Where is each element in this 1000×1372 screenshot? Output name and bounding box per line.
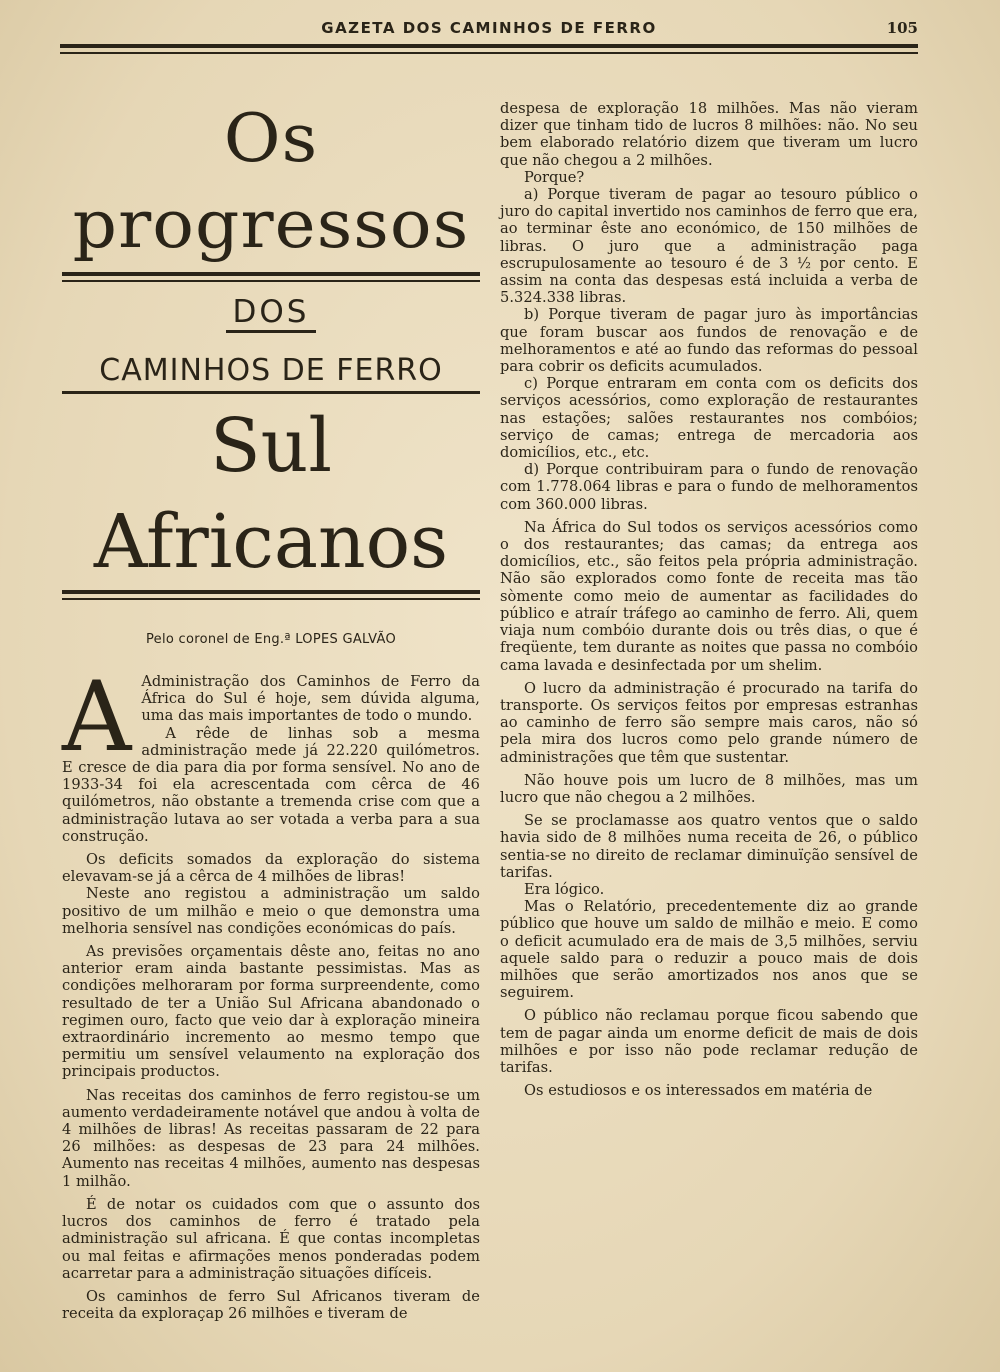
paragraph: b) Porque tiveram de pagar juro às importâncias que foram buscar aos fundos de renovação e de melhoramentos e até ao fundo das reformas do pessoal para cobrir os deficits acumulados. (500, 306, 918, 376)
paragraph: c) Porque entraram em conta com os deficits dos serviços acessórios, como exploração de restaurantes nas estações; salões restaurantes nos combóios; serviço de camas; entrega de mercadoria aos domicílios, etc., etc. (500, 375, 918, 462)
paragraph: Era lógico. (524, 880, 605, 898)
paragraph: As previsões orçamentais dêste ano, feitas no ano anterior eram ainda bastante pessimistas. Mas as condições melhoraram por forma surpreendente, como resultado de ter a União Sul Africana abandonado o regimen ouro, facto que veio dar à exploração mineira extraordinário incremento ao mesmo tempo que permitiu um sensível velaumento na exploração dos principais productos. (62, 943, 480, 1081)
paragraph: a) Porque tiveram de pagar ao tesouro público o juro do capital invertido nos caminhos de ferro que era, ao terminar êste ano económico, de 150 milhões de libras. O juro que a administração paga escrupulosamente ao tesouro é de 3 ½ por cento. E assim na conta das despesas está incluida a verba de 5.324.338 libras. (500, 186, 918, 307)
page-header (60, 16, 918, 46)
paragraph: Neste ano registou a administração um saldo positivo de um milhão e meio o que demonstra uma melhoria sensível nas condições económicas do país. (62, 885, 480, 937)
paragraph: Se se proclamasse aos quatro ventos que o saldo havia sido de 8 milhões numa receita de 26, o público sentia-se no direito de reclamar diminuïção sensível de tarifas. (500, 812, 918, 881)
article-title-line3: CAMINHOS DE FERRO (99, 353, 443, 388)
title-rule-thick (62, 272, 480, 276)
left-column (62, 96, 480, 1322)
paragraph: Administração dos Caminhos de Ferro da África do Sul é hoje, sem dúvida alguma, uma das mais importantes de todo o mundo. (141, 673, 480, 725)
paragraph: Os deficits somados da exploração do sistema elevavam-se já a cêrca de 4 milhões de libras! (62, 851, 480, 886)
paragraph: O público não reclamau porque ficou sabendo que tem de pagar ainda um enorme deficit de mais de dois milhões e por isso não pode reclamar redução de tarifas. (500, 1007, 918, 1076)
byline: Pelo coronel de Eng.ª LOPES GALVÃO (145, 632, 397, 647)
caminhos-underline (62, 391, 480, 394)
drop-cap: A (62, 661, 132, 773)
opening-paragraph (62, 661, 480, 773)
paragraph: O lucro da administração é procurado na tarifa do transporte. Os serviços feitos por empresas estranhas ao caminho de ferro são sempre mais caros, não só pela mira dos lucros como pelo grande número de administrações que têm que sustentar. (500, 679, 918, 766)
question-line: Porque? (524, 168, 585, 186)
paragraph: Nas receitas dos caminhos de ferro registou-se um aumento verdadeiramente notável que andou à volta de 4 milhões de libras! As receitas passaram de 22 para 26 milhões: as despesas de 23 para 24 milhões. Aumento nas receitas 4 milhões, aumento nas despesas 1 milhão. (62, 1086, 480, 1190)
paragraph: Os estudiosos e os interessados em matéria de (524, 1082, 873, 1100)
title-bottom-rule-thin (62, 598, 480, 600)
paragraph: É de notar os cuidados com que o assunto dos lucros dos caminhos de ferro é tratado pela administração sul africana. É que contas incompletas ou mal feitas e afirmações menos ponderadas podem acarretar para a administração situações difíceis. (62, 1195, 480, 1282)
paragraph: despesa de exploração 18 milhões. Mas não vieram dizer que tinham tido de lucros 8 milhões: não. No seu bem elaborado relatório dizem que tiveram um lucro que não chegou a 2 milhões. (500, 100, 918, 169)
header-rule-thin (60, 52, 918, 54)
page-number: 105 (886, 19, 918, 37)
article-title-line2: DOS (232, 294, 310, 330)
paragraph: d) Porque contribuiram para o fundo de renovação com 1.778.064 libras e para o fundo de melhoramentos com 360.000 libras. (500, 461, 918, 513)
article-title-line1: Os progressos (72, 100, 470, 263)
right-column (500, 100, 918, 1099)
paragraph: Na África do Sul todos os serviços acessórios como o dos restaurantes; das camas; da entrega aos domicílios, etc., são feitos pela própria administração. Não são explorados como fonte de receita mas tão sòmente como meio de aumentar as facilidades do público e atraír tráfego ao caminho de ferro. Ali, quem viaja num combóio durante dois ou três dias, o que é freqüente, tem durante as noites que passa no combóio cama lavada e desinfectada por um shelim. (500, 518, 918, 674)
paragraph: A rêde de linhas sob a mesma administração mede já 22.220 quilómetros. E cresce de dia para dia por forma sensível. No ano de 1933-34 foi ela acrescentada com cêrca de 46 quilómetros, não obstante a tremenda crise com que a administração lutava ao ser votada a verba para a sua construção. (62, 724, 480, 845)
title-rule-thin (62, 280, 480, 282)
paragraph: Os caminhos de ferro Sul Africanos tiveram de receita da exploraçap 26 milhões e tiveram de (62, 1287, 480, 1323)
article-title-line4: Sul Africanos (93, 403, 449, 585)
header-rule-thick (60, 44, 918, 48)
paragraph: Não houve pois um lucro de 8 milhões, mas um lucro que não chegou a 2 milhões. (500, 771, 918, 806)
title-bottom-rule-thick (62, 590, 480, 594)
paragraph: Mas o Relatório, precedentemente diz ao grande público que houve um saldo de milhão e meio. E como o deficit acumulado era de mais de 3,5 milhões, serviu aquele saldo para o reduzir a pouco mais de dois milhões que serão amortizados nos anos que se seguirem. (500, 898, 918, 1002)
running-title: GAZETA DOS CAMINHOS DE FERRO (321, 19, 657, 37)
dos-underline (226, 330, 316, 333)
